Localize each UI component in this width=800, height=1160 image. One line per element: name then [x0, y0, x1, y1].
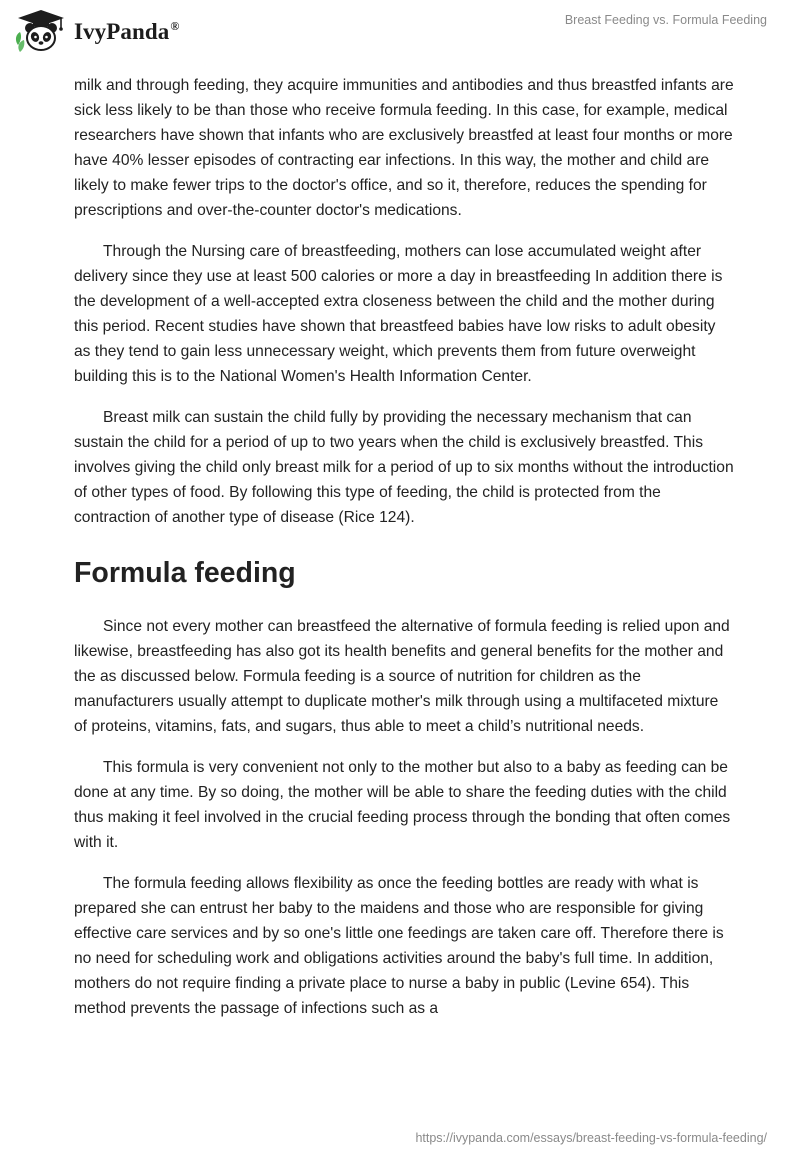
paragraph: Breast milk can sustain the child fully by providing the necessary mechanism that can sustain the child for a period of up to two years when the child is exclusively breastfed. This involves giving the child only breast milk for a period of up to six months without the introduction of other types of food. By following this type of feeding, the child is protected from the contraction of another type of disease (Rice 124).: [74, 409, 734, 526]
panda-graduate-logo-icon: [14, 8, 68, 54]
paragraph: Through the Nursing care of breastfeeding, mothers can lose accumulated weight after delivery since they use at least 500 calories or more a day in breastfeeding In addition there is the development of a well-accepted extra closeness between the child and the mother during this period. Recent studies have shown that breastfeed babies have low risks to adult obesity as they tend to gain less unnecessary weight, which prevents them from future overweight building this is to the National Women's Health Information Center.: [74, 243, 723, 385]
paragraph: The formula feeding allows flexibility as once the feeding bottles are ready with what is prepared she can entrust her baby to the maidens and those who are responsible for giving effective care services and by so one's little one feedings are taken care off. Therefore there is no need for scheduling work and obligations activities around the baby's full time. In addition, mothers do not require finding a private place to nurse a baby in public (Levine 654). This method prevents the passage of infections such as a: [74, 875, 724, 1017]
essay-body: [74, 73, 734, 1037]
section-heading: Formula feeding: [74, 557, 296, 589]
source-url[interactable]: https://ivypanda.com/essays/breast-feeding-vs-formula-feeding/: [415, 1131, 767, 1145]
ivypanda-logo[interactable]: [14, 8, 179, 54]
page-header: [0, 0, 800, 60]
document-title: Breast Feeding vs. Formula Feeding: [564, 13, 767, 27]
paragraph: Since not every mother can breastfeed the alternative of formula feeding is relied upon and likewise, breastfeeding has also got its health benefits and general benefits for the mother and the as discussed below. Formula feeding is a source of nutrition for children as the manufacturers usually attempt to duplicate mother's milk through using a multifaceted mixture of proteins, vitamins, fats, and sugars, thus able to meet a child’s nutritional needs.: [74, 618, 730, 735]
paragraph: milk and through feeding, they acquire immunities and antibodies and thus breastfed infants are sick less likely to be than those who receive formula feeding. In this case, for example, medical researchers have shown that infants who are exclusively breastfed at least four months or more have 40% lesser episodes of contracting ear infections. In this way, the mother and child are likely to make fewer trips to the doctor's office, and so it, therefore, reduces the spending for prescriptions and over-the-counter doctor's medications.: [74, 77, 734, 219]
paragraph: This formula is very convenient not only to the mother but also to a baby as feeding can be done at any time. By so doing, the mother will be able to share the feeding duties with the child thus making it feel involved in the crucial feeding process through the bonding that often comes with it.: [74, 759, 731, 851]
logo-wordmark: IvyPanda®: [74, 19, 180, 44]
